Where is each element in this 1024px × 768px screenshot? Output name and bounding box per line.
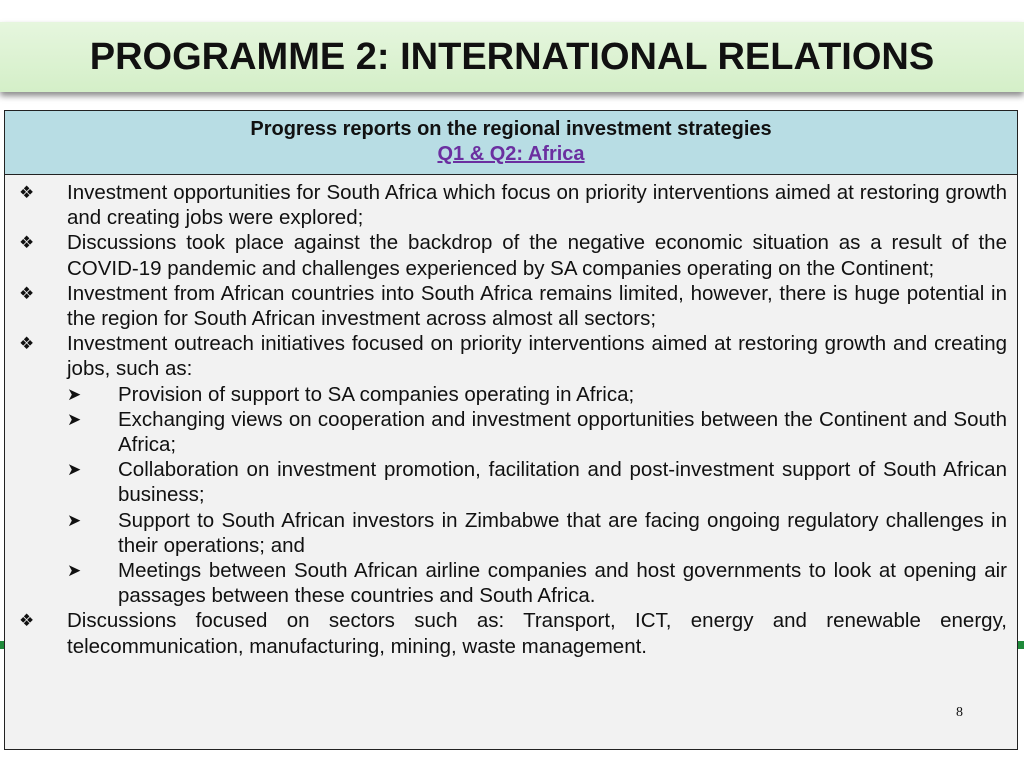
sub-list-item-text: Support to South African investors in Zimbabwe that are facing ongoing regulatory challenges in their operations; and (118, 508, 1007, 557)
list-item-text: Investment opportunities for South Africa which focus on priority interventions aimed at restoring growth and creating jobs were explored; (67, 181, 1007, 230)
table-heading: Progress reports on the regional investment strategies (250, 118, 772, 140)
right-edge-marker (1018, 641, 1024, 649)
list-item (15, 608, 1007, 658)
diamond-bullet-icon: ❖ (19, 233, 35, 253)
list-item-text: Discussions took place against the backdrop of the negative economic situation as a result of the COVID-19 pandemic and challenges experienced by SA companies operating on the Continent; (67, 231, 1007, 280)
list-item (15, 331, 1007, 381)
arrowhead-bullet-icon: ➤ (67, 460, 82, 480)
title-banner (0, 22, 1024, 92)
diamond-bullet-icon: ❖ (19, 283, 35, 303)
diamond-bullet-icon: ❖ (19, 611, 35, 631)
table-header (5, 111, 1017, 175)
sub-list-item (15, 407, 1007, 457)
arrowhead-bullet-icon: ➤ (67, 561, 82, 581)
slide-title: PROGRAMME 2: INTERNATIONAL RELATIONS (89, 35, 935, 78)
diamond-bullet-icon: ❖ (19, 334, 35, 354)
arrowhead-bullet-icon: ➤ (67, 510, 82, 530)
arrowhead-bullet-icon: ➤ (67, 384, 82, 404)
sub-list-item-text: Provision of support to SA companies operating in Africa; (118, 382, 635, 406)
sub-list-item (15, 382, 1007, 407)
table-subheading-link[interactable]: Q1 & Q2: Africa (437, 143, 585, 165)
list-item-text: Investment outreach initiatives focused on priority interventions aimed at restoring growth and creating jobs, such as: (67, 332, 1007, 381)
bullet-list (5, 175, 1017, 659)
page-number: 8 (956, 705, 963, 720)
arrowhead-bullet-icon: ➤ (67, 409, 82, 429)
list-item-text: Discussions focused on sectors such as: Transport, ICT, energy and renewable energy, telecommunication, manufacturing, mining, waste management. (67, 609, 1007, 658)
sub-list-item-text: Meetings between South African airline companies and host governments to look at opening air passages between these countries and South Africa. (118, 559, 1007, 608)
content-table (4, 110, 1018, 750)
list-item (15, 281, 1007, 331)
sub-list-item-text: Collaboration on investment promotion, facilitation and post-investment support of South African business; (118, 458, 1007, 507)
list-item-text: Investment from African countries into South Africa remains limited, however, there is huge potential in the region for South African investment across almost all sectors; (67, 281, 1007, 331)
list-item (15, 180, 1007, 230)
sub-list-item (15, 558, 1007, 608)
list-item (15, 230, 1007, 280)
sub-list-item (15, 508, 1007, 558)
diamond-bullet-icon: ❖ (19, 183, 35, 202)
sub-list-item (15, 457, 1007, 507)
sub-list-item-text: Exchanging views on cooperation and investment opportunities between the Continent and South Africa; (118, 407, 1007, 457)
